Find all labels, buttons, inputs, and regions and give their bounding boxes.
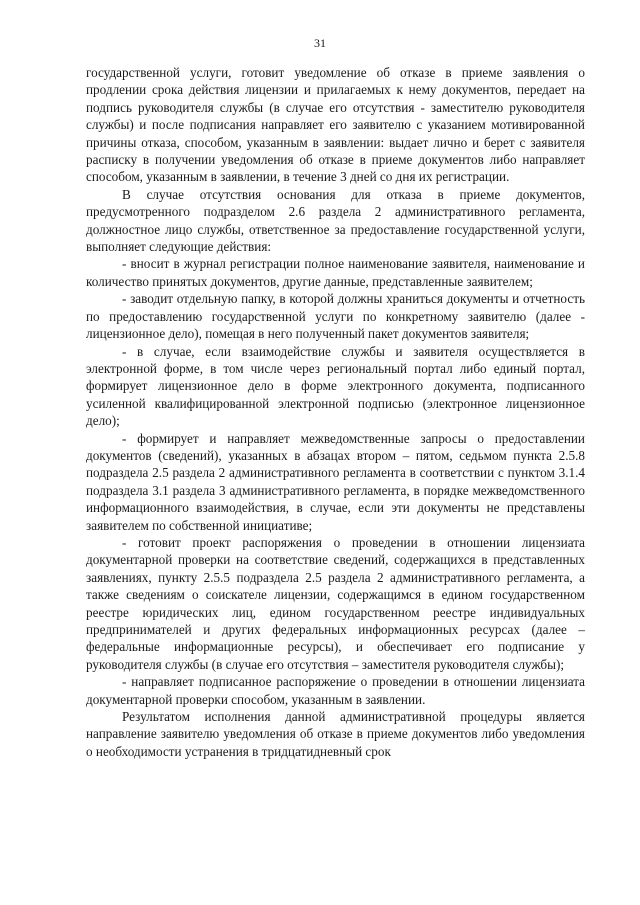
paragraph: - заводит отдельную папку, в которой должны храниться документы и отчетность по предоставлению государственной услуги по конкретному заявителю (далее - лицензионное дело), помещая в него полученный пакет документов заявителя; [86, 291, 585, 342]
document-body [86, 64, 585, 760]
paragraph: В случае отсутствия основания для отказа в приеме документов, предусмотренного подразделом 2.6 раздела 2 административного регламента, должностное лицо службы, ответственное за предоставление государственной услуги, выполняет следующие действия: [86, 186, 585, 255]
paragraph: - вносит в журнал регистрации полное наименование заявителя, наименование и количество принятых документов, другие данные, представленные заявителем; [86, 256, 585, 289]
paragraph: - готовит проект распоряжения о проведении в отношении лицензиата документарной проверки на соответствие сведений, содержащихся в представленных заявлениях, пункту 2.5.5 подраздела 2.5 раздела 2 административного регламента, а также сведениям о соискателе лицензии, содержащимся в едином государственном реестре юридических лиц, едином государственном реестре индивидуальных предпринимателей и других федеральных информационных ресурсах (далее – федеральные информационные ресурсы), и обеспечивает его подписание у руководителя службы (в случае его отсутствия – заместителя руководителя службы); [86, 534, 585, 672]
paragraph: - в случае, если взаимодействие службы и заявителя осуществляется в электронной форме, в том числе через региональный портал либо единый портал, формирует лицензионное дело в форме электронного документа, подписанного усиленной квалифицированной электронной подписью (электронное лицензионное дело); [86, 343, 585, 429]
paragraph: Результатом исполнения данной административной процедуры является направление заявителю уведомления об отказе в приеме документов либо уведомления о необходимости устранения в тридцатидневный срок [86, 709, 585, 759]
paragraph: - формирует и направляет межведомственные запросы о предоставлении документов (сведений), указанных в абзацах втором – пятом, седьмом пункта 2.5.8 подраздела 2.5 раздела 2 административного регламента в соответствии с пунктом 3.1.4 подраздела 3.1 раздела 3 административного регламента, в порядке межведомственного информационного взаимодействия, в случае, если эти документы не представлены заявителем по собственной инициативе; [86, 430, 585, 533]
paragraph: государственной услуги, готовит уведомление об отказе в приеме заявления о продлении срока действия лицензии и прилагаемых к нему документов, передает на подпись руководителя службы (в случае его отсутствия - заместителю руководителя службы) и после подписания направляет его заявителю с указанием мотивированной причины отказа, способом, указанным в заявлении: выдает лично и берет с заявителя расписку в получении уведомления об отказе в приеме документов либо направляет способом, указанным в заявлении, в течение 3 дней со дня их регистрации. [86, 65, 585, 185]
page-number: 31 [314, 36, 326, 50]
paragraph: - направляет подписанное распоряжение о проведении в отношении лицензиата документарной проверки способом, указанным в заявлении. [86, 674, 585, 707]
